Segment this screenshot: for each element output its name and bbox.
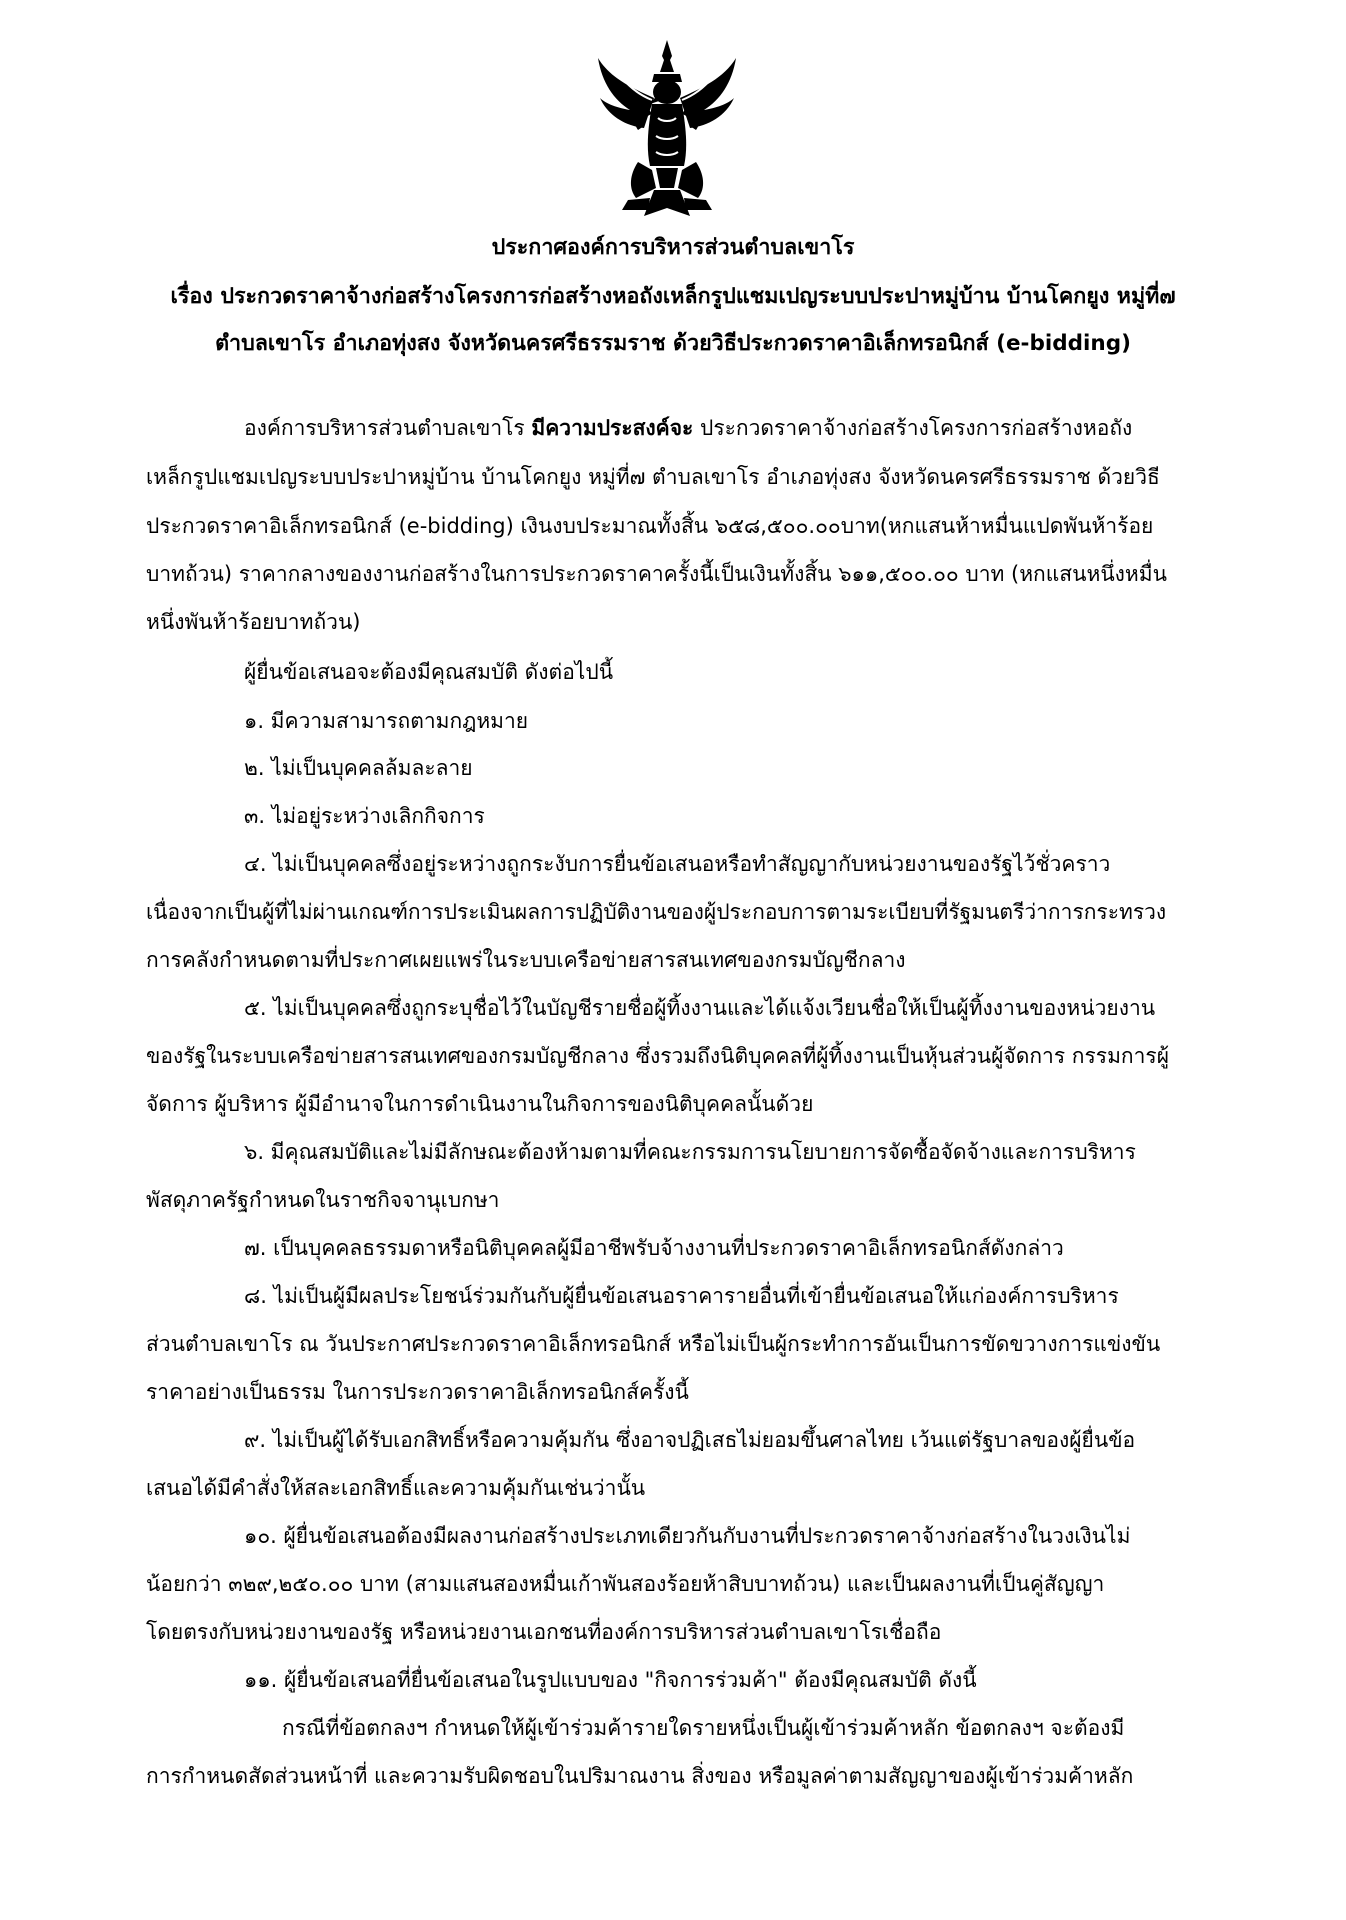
qualification-8-line-2: ส่วนตำบลเขาโร ณ วันประกาศประกวดราคาอิเล็กทรอนิกส์ หรือไม่เป็นผู้กระทำการอันเป็นการขัดขวางการแข่งขัน bbox=[146, 1332, 1161, 1356]
qualification-4-line-1: ๔. ไม่เป็นบุคคลซึ่งอยู่ระหว่างถูกระงับการยื่นข้อเสนอหรือทำสัญญากับหน่วยงานของรัฐไว้ชั่วคราว bbox=[244, 852, 1111, 876]
subject-text-1: ประกวดราคาจ้างก่อสร้างโครงการก่อสร้างหอถังเหล็กรูปแชมเปญระบบประปาหมู่บ้าน บ้านโคกยูง หมู่ที่๗ bbox=[220, 284, 1176, 309]
qualification-2: ๒. ไม่เป็นบุคคลล้มละลาย bbox=[244, 756, 473, 780]
qualification-1: ๑. มีความสามารถตามกฎหมาย bbox=[244, 709, 529, 733]
subject-label: เรื่อง bbox=[170, 284, 213, 309]
qualification-5-line-2: ของรัฐในระบบเครือข่ายสารสนเทศของกรมบัญชีกลาง ซึ่งรวมถึงนิติบุคคลที่ผู้ทิ้งงานเป็นหุ้นส่วนผู้จัดการ กรรมการผู้ bbox=[146, 1044, 1170, 1068]
organization-name: องค์การบริหารส่วนตำบลเขาโร bbox=[244, 416, 525, 440]
intro-line-3: ประกวดราคาอิเล็กทรอนิกส์ (e-bidding) เงินงบประมาณทั้งสิ้น ๖๕๘,๕๐๐.๐๐บาท(หกแสนห้าหมื่นแปดพันห้าร้อย bbox=[146, 514, 1154, 538]
intent-phrase: มีความประสงค์จะ bbox=[531, 416, 694, 440]
qualification-6-line-1: ๖. มีคุณสมบัติและไม่มีลักษณะต้องห้ามตามที่คณะกรรมการนโยบายการจัดซื้อจัดจ้างและการบริหาร bbox=[244, 1140, 1136, 1164]
qualification-6-line-2: พัสดุภาครัฐกำหนดในราชกิจจานุเบกษา bbox=[146, 1188, 500, 1212]
qualification-8-line-1: ๘. ไม่เป็นผู้มีผลประโยชน์ร่วมกันกับผู้ยื่นข้อเสนอราคารายอื่นที่เข้ายื่นข้อเสนอให้แก่องค์การบริหาร bbox=[244, 1284, 1119, 1308]
intro-line-1-rest: ประกวดราคาจ้างก่อสร้างโครงการก่อสร้างหอถัง bbox=[700, 416, 1133, 440]
intro-line-1 bbox=[244, 412, 1132, 445]
qualification-9-line-2: เสนอได้มีคำสั่งให้สละเอกสิทธิ์และความคุ้มกันเช่นว่านั้น bbox=[146, 1476, 646, 1500]
qualification-11-line-2: กรณีที่ข้อตกลงฯ กำหนดให้ผู้เข้าร่วมค้ารายใดรายหนึ่งเป็นผู้เข้าร่วมค้าหลัก ข้อตกลงฯ จะต้องมี bbox=[282, 1716, 1125, 1740]
qualification-10-line-1: ๑๐. ผู้ยื่นข้อเสนอต้องมีผลงานก่อสร้างประเภทเดียวกันกับงานที่ประกวดราคาจ้างก่อสร้างในวงเงินไม่ bbox=[244, 1524, 1131, 1548]
qualification-5-line-3: จัดการ ผู้บริหาร ผู้มีอำนาจในการดำเนินงานในกิจการของนิติบุคคลนั้นด้วย bbox=[146, 1092, 814, 1116]
qualification-4-line-3: การคลังกำหนดตามที่ประกาศเผยแพร่ในระบบเครือข่ายสารสนเทศของกรมบัญชีกลาง bbox=[146, 948, 906, 972]
qualification-7: ๗. เป็นบุคคลธรรมดาหรือนิติบุคคลผู้มีอาชีพรับจ้างงานที่ประกวดราคาอิเล็กทรอนิกส์ดังกล่าว bbox=[244, 1236, 1064, 1260]
qualification-3: ๓. ไม่อยู่ระหว่างเลิกกิจการ bbox=[244, 804, 485, 828]
intro-line-4: บาทถ้วน) ราคากลางของงานก่อสร้างในการประกวดราคาครั้งนี้เป็นเงินทั้งสิ้น ๖๑๑,๕๐๐.๐๐ บาท (หกแสนหนึ่งหมื่น bbox=[146, 562, 1167, 586]
qualification-8-line-3: ราคาอย่างเป็นธรรม ในการประกวดราคาอิเล็กทรอนิกส์ครั้งนี้ bbox=[146, 1380, 689, 1404]
qualification-9-line-1: ๙. ไม่เป็นผู้ได้รับเอกสิทธิ์หรือความคุ้มกัน ซึ่งอาจปฏิเสธไม่ยอมขึ้นศาลไทย เว้นแต่รัฐบาลของผู้ยื่นข้อ bbox=[244, 1428, 1136, 1452]
announcement-title: ประกาศองค์การบริหารส่วนตำบลเขาโร bbox=[491, 235, 855, 260]
subject-line-1 bbox=[0, 279, 1346, 313]
qualification-11-line-1: ๑๑. ผู้ยื่นข้อเสนอที่ยื่นข้อเสนอในรูปแบบของ "กิจการร่วมค้า" ต้องมีคุณสมบัติ ดังนี้ bbox=[244, 1668, 977, 1692]
garuda-emblem-icon bbox=[592, 38, 742, 223]
qualification-11-line-3: การกำหนดสัดส่วนหน้าที่ และความรับผิดชอบในปริมาณงาน สิ่งของ หรือมูลค่าตามสัญญาของผู้เข้าร่วมค้าหลัก bbox=[146, 1764, 1134, 1788]
qualification-5-line-1: ๕. ไม่เป็นบุคคลซึ่งถูกระบุชื่อไว้ในบัญชีรายชื่อผู้ทิ้งงานและได้แจ้งเวียนชื่อให้เป็นผู้ทิ้งงานของหน่วยงาน bbox=[244, 996, 1156, 1020]
qualification-10-line-2: น้อยกว่า ๓๒๙,๒๕๐.๐๐ บาท (สามแสนสองหมื่นเก้าพันสองร้อยห้าสิบบาทถ้วน) และเป็นผลงานที่เป็นคู่สัญญา bbox=[146, 1572, 1105, 1596]
qualification-10-line-3: โดยตรงกับหน่วยงานของรัฐ หรือหน่วยงานเอกชนที่องค์การบริหารส่วนตำบลเขาโรเชื่อถือ bbox=[146, 1620, 942, 1644]
qualifications-heading: ผู้ยื่นข้อเสนอจะต้องมีคุณสมบัติ ดังต่อไปนี้ bbox=[244, 660, 614, 684]
subject-line-2: ตำบลเขาโร อำเภอทุ่งสง จังหวัดนครศรีธรรมราช ด้วยวิธีประกวดราคาอิเล็กทรอนิกส์ (e-bidding) bbox=[215, 331, 1131, 356]
qualification-4-line-2: เนื่องจากเป็นผู้ที่ไม่ผ่านเกณฑ์การประเมินผลการปฏิบัติงานของผู้ประกอบการตามระเบียบที่รัฐมนตรีว่าการกระทรวง bbox=[146, 900, 1167, 924]
intro-line-5: หนึ่งพันห้าร้อยบาทถ้วน) bbox=[146, 610, 361, 634]
intro-line-2: เหล็กรูปแชมเปญระบบประปาหมู่บ้าน บ้านโคกยูง หมู่ที่๗ ตำบลเขาโร อำเภอทุ่งสง จังหวัดนครศรีธรรมราช ด้วยวิธี bbox=[146, 465, 1160, 489]
